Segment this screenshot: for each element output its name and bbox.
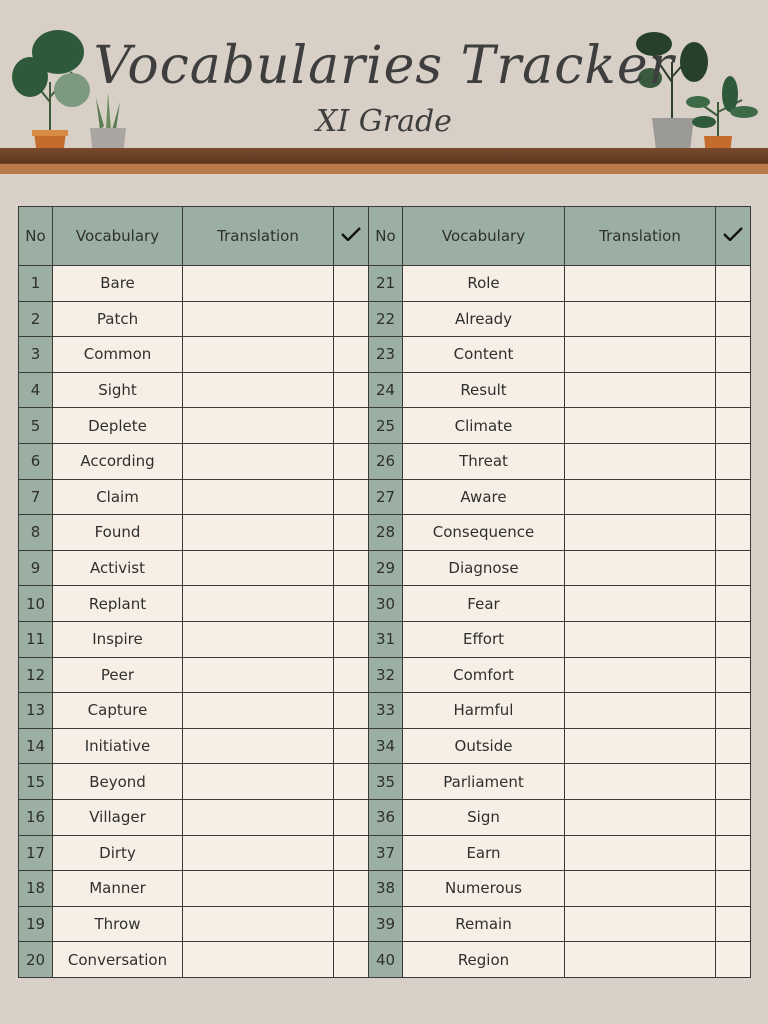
- translation-cell[interactable]: [183, 728, 334, 764]
- vocabulary-word: Region: [403, 942, 565, 978]
- table-row: [19, 515, 751, 551]
- row-number: 20: [19, 942, 53, 978]
- translation-cell[interactable]: [183, 550, 334, 586]
- check-cell[interactable]: [716, 266, 751, 302]
- vocabulary-word: Sign: [403, 799, 565, 835]
- row-number: 34: [369, 728, 403, 764]
- row-number: 15: [19, 764, 53, 800]
- translation-cell[interactable]: [565, 621, 716, 657]
- check-cell[interactable]: [334, 266, 369, 302]
- row-number: 39: [369, 906, 403, 942]
- check-cell[interactable]: [716, 479, 751, 515]
- check-cell[interactable]: [334, 621, 369, 657]
- translation-cell[interactable]: [183, 479, 334, 515]
- check-cell[interactable]: [716, 728, 751, 764]
- translation-cell[interactable]: [183, 693, 334, 729]
- translation-cell[interactable]: [565, 799, 716, 835]
- column-header-vocabulary: Vocabulary: [53, 207, 183, 266]
- vocabulary-word: Fear: [403, 586, 565, 622]
- check-cell[interactable]: [334, 871, 369, 907]
- translation-cell[interactable]: [183, 871, 334, 907]
- vocabulary-word: According: [53, 443, 183, 479]
- translation-cell[interactable]: [183, 337, 334, 373]
- vocabulary-word: Throw: [53, 906, 183, 942]
- vocabulary-word: Replant: [53, 586, 183, 622]
- check-cell[interactable]: [334, 550, 369, 586]
- row-number: 7: [19, 479, 53, 515]
- translation-cell[interactable]: [183, 657, 334, 693]
- translation-cell[interactable]: [183, 942, 334, 978]
- row-number: 5: [19, 408, 53, 444]
- translation-cell[interactable]: [565, 728, 716, 764]
- vocabulary-word: Manner: [53, 871, 183, 907]
- vocabulary-word: Found: [53, 515, 183, 551]
- row-number: 16: [19, 799, 53, 835]
- translation-cell[interactable]: [565, 835, 716, 871]
- column-header-check: [716, 207, 751, 266]
- check-cell[interactable]: [334, 835, 369, 871]
- check-cell[interactable]: [334, 479, 369, 515]
- vocabulary-word: Peer: [53, 657, 183, 693]
- translation-cell[interactable]: [565, 550, 716, 586]
- row-number: 28: [369, 515, 403, 551]
- translation-cell[interactable]: [565, 337, 716, 373]
- column-header-no: No: [19, 207, 53, 266]
- check-cell[interactable]: [334, 408, 369, 444]
- table-row: [19, 408, 751, 444]
- vocabulary-word: Inspire: [53, 621, 183, 657]
- check-cell[interactable]: [716, 337, 751, 373]
- translation-cell[interactable]: [183, 586, 334, 622]
- translation-cell[interactable]: [183, 372, 334, 408]
- vocabulary-word: Numerous: [403, 871, 565, 907]
- check-cell[interactable]: [716, 372, 751, 408]
- check-cell[interactable]: [334, 764, 369, 800]
- check-cell[interactable]: [716, 515, 751, 551]
- translation-cell[interactable]: [183, 799, 334, 835]
- row-number: 38: [369, 871, 403, 907]
- check-cell[interactable]: [716, 586, 751, 622]
- check-cell[interactable]: [334, 301, 369, 337]
- vocabulary-word: Comfort: [403, 657, 565, 693]
- translation-cell[interactable]: [565, 479, 716, 515]
- vocabulary-word: Sight: [53, 372, 183, 408]
- check-cell[interactable]: [334, 515, 369, 551]
- row-number: 24: [369, 372, 403, 408]
- table-row: [19, 799, 751, 835]
- vocabulary-word: Deplete: [53, 408, 183, 444]
- row-number: 2: [19, 301, 53, 337]
- translation-cell[interactable]: [183, 408, 334, 444]
- check-cell[interactable]: [716, 301, 751, 337]
- vocabulary-word: Effort: [403, 621, 565, 657]
- page-header: [0, 0, 768, 180]
- vocabulary-word: Common: [53, 337, 183, 373]
- table-row: [19, 301, 751, 337]
- check-cell[interactable]: [716, 657, 751, 693]
- row-number: 21: [369, 266, 403, 302]
- vocabulary-word: Beyond: [53, 764, 183, 800]
- vocabulary-word: Claim: [53, 479, 183, 515]
- row-number: 10: [19, 586, 53, 622]
- table-row: [19, 693, 751, 729]
- translation-cell[interactable]: [565, 657, 716, 693]
- table-row: [19, 871, 751, 907]
- table-row: [19, 764, 751, 800]
- check-cell[interactable]: [334, 337, 369, 373]
- check-cell[interactable]: [716, 408, 751, 444]
- vocabulary-word: Parliament: [403, 764, 565, 800]
- check-cell[interactable]: [716, 871, 751, 907]
- vocabulary-word: Already: [403, 301, 565, 337]
- check-cell[interactable]: [716, 906, 751, 942]
- vocabulary-word: Bare: [53, 266, 183, 302]
- vocabulary-word: Climate: [403, 408, 565, 444]
- check-cell[interactable]: [334, 942, 369, 978]
- vocabulary-word: Result: [403, 372, 565, 408]
- row-number: 14: [19, 728, 53, 764]
- translation-cell[interactable]: [183, 301, 334, 337]
- vocabulary-word: Aware: [403, 479, 565, 515]
- row-number: 27: [369, 479, 403, 515]
- translation-cell[interactable]: [565, 764, 716, 800]
- column-header-no: No: [369, 207, 403, 266]
- table-row: [19, 728, 751, 764]
- vocabulary-word: Diagnose: [403, 550, 565, 586]
- vocabulary-word: Remain: [403, 906, 565, 942]
- vocabulary-word: Villager: [53, 799, 183, 835]
- row-number: 35: [369, 764, 403, 800]
- translation-cell[interactable]: [565, 301, 716, 337]
- translation-cell[interactable]: [565, 586, 716, 622]
- check-cell[interactable]: [716, 550, 751, 586]
- column-header-vocabulary: Vocabulary: [403, 207, 565, 266]
- column-header-check: [334, 207, 369, 266]
- check-cell[interactable]: [716, 799, 751, 835]
- table-row: [19, 337, 751, 373]
- row-number: 3: [19, 337, 53, 373]
- translation-cell[interactable]: [565, 942, 716, 978]
- check-cell[interactable]: [334, 693, 369, 729]
- translation-cell[interactable]: [183, 266, 334, 302]
- page-subtitle: XI Grade: [316, 104, 452, 139]
- translation-cell[interactable]: [565, 372, 716, 408]
- row-number: 13: [19, 693, 53, 729]
- vocabulary-word: Outside: [403, 728, 565, 764]
- vocabulary-word: Earn: [403, 835, 565, 871]
- row-number: 23: [369, 337, 403, 373]
- row-number: 12: [19, 657, 53, 693]
- translation-cell[interactable]: [183, 621, 334, 657]
- check-cell[interactable]: [716, 764, 751, 800]
- translation-cell[interactable]: [183, 443, 334, 479]
- vocabulary-word: Harmful: [403, 693, 565, 729]
- check-cell[interactable]: [334, 586, 369, 622]
- translation-cell[interactable]: [565, 408, 716, 444]
- check-icon: [723, 227, 743, 241]
- column-header-translation: Translation: [565, 207, 716, 266]
- table-row: [19, 443, 751, 479]
- row-number: 1: [19, 266, 53, 302]
- table-row: [19, 372, 751, 408]
- column-header-translation: Translation: [183, 207, 334, 266]
- table-row: [19, 942, 751, 978]
- row-number: 40: [369, 942, 403, 978]
- vocabulary-word: Role: [403, 266, 565, 302]
- translation-cell[interactable]: [565, 906, 716, 942]
- page-title: Vocabularies Tracker: [93, 36, 675, 96]
- translation-cell[interactable]: [565, 443, 716, 479]
- table-row: [19, 550, 751, 586]
- vocabulary-word: Capture: [53, 693, 183, 729]
- vocabulary-word: Activist: [53, 550, 183, 586]
- row-number: 29: [369, 550, 403, 586]
- table-header-row: [19, 207, 751, 266]
- check-cell[interactable]: [716, 693, 751, 729]
- table-row: [19, 586, 751, 622]
- translation-cell[interactable]: [565, 871, 716, 907]
- vocabulary-word: Dirty: [53, 835, 183, 871]
- row-number: 26: [369, 443, 403, 479]
- check-cell[interactable]: [334, 443, 369, 479]
- translation-cell[interactable]: [183, 764, 334, 800]
- row-number: 4: [19, 372, 53, 408]
- row-number: 11: [19, 621, 53, 657]
- vocabulary-word: Content: [403, 337, 565, 373]
- row-number: 9: [19, 550, 53, 586]
- translation-cell[interactable]: [183, 835, 334, 871]
- translation-cell[interactable]: [183, 515, 334, 551]
- translation-cell[interactable]: [565, 515, 716, 551]
- vocabulary-word: Initiative: [53, 728, 183, 764]
- check-cell[interactable]: [334, 728, 369, 764]
- table-row: [19, 657, 751, 693]
- check-cell[interactable]: [716, 621, 751, 657]
- vocabulary-table: [18, 206, 751, 978]
- vocabulary-word: Patch: [53, 301, 183, 337]
- shelf: [0, 148, 768, 174]
- row-number: 25: [369, 408, 403, 444]
- translation-cell[interactable]: [565, 266, 716, 302]
- check-cell[interactable]: [716, 835, 751, 871]
- table-row: [19, 621, 751, 657]
- translation-cell[interactable]: [565, 693, 716, 729]
- table-row: [19, 266, 751, 302]
- row-number: 32: [369, 657, 403, 693]
- row-number: 30: [369, 586, 403, 622]
- row-number: 17: [19, 835, 53, 871]
- row-number: 31: [369, 621, 403, 657]
- table-row: [19, 906, 751, 942]
- vocabulary-word: Conversation: [53, 942, 183, 978]
- row-number: 8: [19, 515, 53, 551]
- check-icon: [341, 227, 361, 241]
- row-number: 22: [369, 301, 403, 337]
- check-cell[interactable]: [334, 657, 369, 693]
- check-cell[interactable]: [716, 942, 751, 978]
- translation-cell[interactable]: [183, 906, 334, 942]
- check-cell[interactable]: [334, 799, 369, 835]
- table-row: [19, 479, 751, 515]
- check-cell[interactable]: [334, 906, 369, 942]
- row-number: 36: [369, 799, 403, 835]
- check-cell[interactable]: [716, 443, 751, 479]
- row-number: 37: [369, 835, 403, 871]
- check-cell[interactable]: [334, 372, 369, 408]
- row-number: 33: [369, 693, 403, 729]
- vocabulary-word: Consequence: [403, 515, 565, 551]
- table-row: [19, 835, 751, 871]
- row-number: 19: [19, 906, 53, 942]
- vocabulary-word: Threat: [403, 443, 565, 479]
- row-number: 6: [19, 443, 53, 479]
- row-number: 18: [19, 871, 53, 907]
